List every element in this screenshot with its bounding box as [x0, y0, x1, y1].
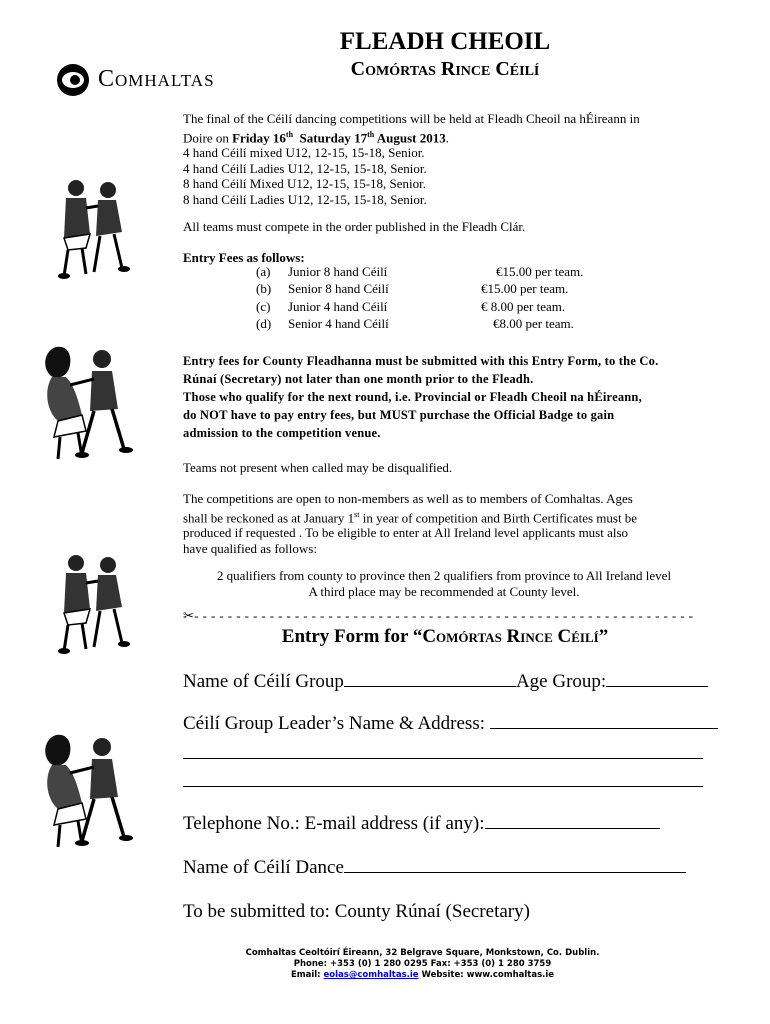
eligibility-block — [183, 491, 723, 556]
fee-price: €8.00 per team. — [493, 316, 574, 331]
fee-letter: (d) — [256, 316, 272, 331]
eligibility-line: The competitions are open to non-members as well as to members of Comhaltas. Ages — [183, 491, 633, 506]
dance-name-field[interactable] — [344, 856, 686, 873]
notice-line: Rúnaí (Secretary) not later than one month prior to the Fleadh. — [183, 372, 534, 386]
footer-contact: Email: eolas@comhaltas.ie Website: www.comhaltas.ie — [290, 970, 555, 980]
address-field-line-2[interactable] — [183, 758, 703, 759]
eligibility-line: have qualified as follows: — [183, 540, 317, 556]
entry-fee-notice — [183, 352, 658, 442]
leader-address-field[interactable] — [490, 712, 718, 729]
group-name-field[interactable] — [344, 670, 516, 687]
page-title: FLEADH CHEOIL — [339, 28, 551, 55]
fee-letter: (c) — [256, 299, 271, 314]
fee-price: €15.00 per team. — [496, 264, 584, 279]
notice-line: Those who qualify for the next round, i.e. Provincial or Fleadh Cheoil na hÉireann, — [183, 390, 642, 404]
order-note: All teams must compete in the order published in the Fleadh Clár. — [183, 219, 526, 234]
notice-line: admission to the competition venue. — [183, 426, 381, 440]
leader-line — [183, 712, 718, 735]
age-group-label: Age Group: — [515, 671, 607, 692]
dancers-illustration-icon — [52, 551, 132, 656]
fee-letter: (a) — [256, 264, 271, 279]
fee-letter: (b) — [256, 281, 272, 296]
fee-name: Junior 4 hand Céilí — [288, 299, 388, 314]
qualifiers-line: A third place may be recommended at County level. — [308, 583, 580, 599]
couple-dancing-illustration-icon — [38, 345, 133, 463]
intro-line: The final of the Céilí dancing competitions will be held at Fleadh Cheoil na hÉireann in — [183, 111, 640, 126]
cut-line: ✂- - - - - - - - - - - - - - - - - - - - - - - - - - - - - - - - - - - - - - - - - - - - - - - - - - - - - - - - - - - - — [183, 608, 694, 623]
fee-name: Senior 8 hand Céilí — [288, 281, 389, 296]
email-field[interactable] — [485, 812, 660, 829]
age-group-field[interactable] — [606, 670, 708, 687]
contact-line — [183, 812, 660, 835]
eligibility-line: produced if requested . To be eligible to enter at All Ireland level applicants must also — [183, 525, 629, 541]
intro-block — [183, 111, 723, 207]
footer-phone: Phone: +353 (0) 1 280 0295 Fax: +353 (0) 1 280 3759 — [293, 959, 552, 969]
page-subtitle: Comórtas Rince Céilí — [350, 58, 540, 80]
fees-heading: Entry Fees as follows: — [183, 250, 305, 265]
dancers-illustration-icon — [52, 176, 132, 281]
qualifiers-block — [183, 568, 705, 599]
leader-label: Céilí Group Leader’s Name & Address: — [183, 713, 490, 734]
dance-name-label: Name of Céilí Dance — [183, 857, 344, 878]
form-title: Entry Form for “Comórtas Rince Céilí” — [281, 626, 609, 647]
category-item: 4 hand Céilí mixed U12, 12-15, 15-18, Senior. — [183, 145, 425, 161]
fee-price: € 8.00 per team. — [481, 299, 566, 314]
fee-name: Senior 4 hand Céilí — [288, 316, 389, 331]
eligibility-line: shall be reckoned as at January 1st in year of competition and Birth Certificates must be — [183, 509, 638, 525]
fee-price: €15.00 per team. — [481, 281, 569, 296]
category-item: 8 hand Céilí Ladies U12, 12-15, 15-18, Senior. — [183, 191, 427, 207]
logo-text: Comhaltas — [98, 66, 215, 92]
notice-line: Entry fees for County Fleadhanna must be submitted with this Entry Form, to the Co. — [183, 354, 659, 368]
address-field-line-3[interactable] — [183, 786, 703, 787]
qualifiers-line: 2 qualifiers from county to province then 2 qualifiers from province to All Ireland level — [216, 568, 672, 583]
dance-line — [183, 856, 686, 879]
submit-to: To be submitted to: County Rúnaí (Secretary) — [183, 901, 530, 922]
group-name-label: Name of Céilí Group — [183, 671, 344, 692]
intro-date-line: Doire on Friday 16th Saturday 17th August 2013. — [183, 129, 449, 145]
disqualify-note: Teams not present when called may be disqualified. — [183, 460, 453, 475]
footer-address: Comhaltas Ceoltóirí Éireann, 32 Belgrave Square, Monkstown, Co. Dublin. — [245, 948, 600, 958]
category-item: 8 hand Céilí Mixed U12, 12-15, 15-18, Senior. — [183, 176, 427, 192]
fee-name: Junior 8 hand Céilí — [288, 264, 388, 279]
phone-email-label: Telephone No.: E-mail address (if any): — [183, 813, 485, 834]
group-line — [183, 670, 708, 693]
notice-line: do NOT have to pay entry fees, but MUST purchase the Official Badge to gain — [183, 408, 615, 422]
category-item: 4 hand Céilí Ladies U12, 12-15, 15-18, Senior. — [183, 160, 427, 176]
couple-dancing-illustration-icon — [38, 733, 133, 851]
email-link[interactable]: eolas@comhaltas.ie — [323, 970, 419, 980]
